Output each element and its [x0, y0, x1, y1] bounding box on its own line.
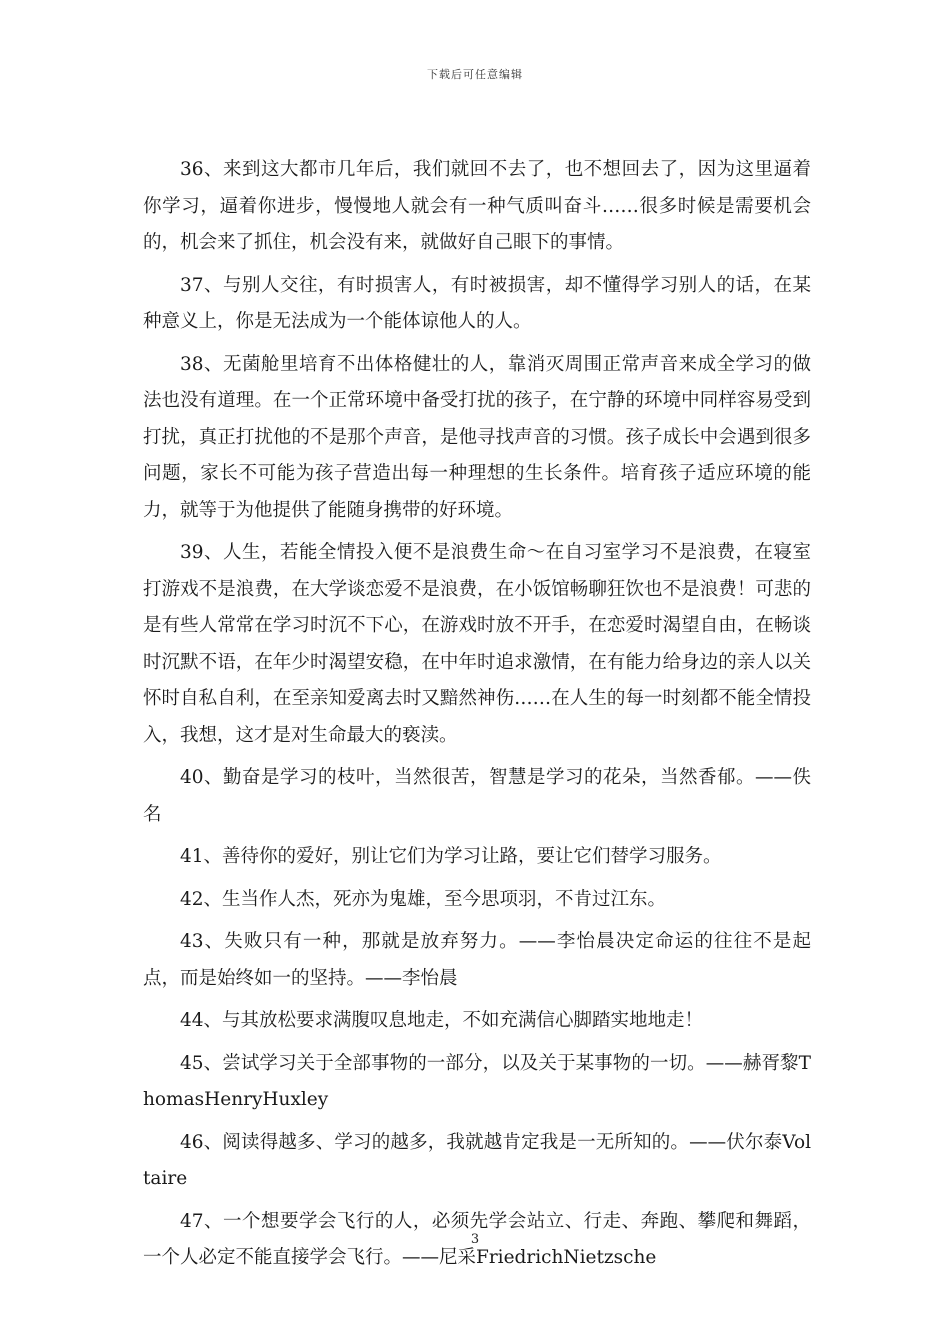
paragraph-38: 38、无菌舱里培育不出体格健壮的人，靠消灭周围正常声音来成全学习的做法也没有道理。在一个正常环境中备受打扰的孩子，在宁静的环境中同样容易受到打扰，真正打扰他的不是那个声音，是他寻找声音的习惯。孩子成长中会遇到很多问题，家长不可能为孩子营造出每一种理想的生长条件。培育孩子适应环境的能力，就等于为他提供了能随身携带的好环境。: [143, 353, 811, 521]
paragraph-36: 36、来到这大都市几年后，我们就回不去了，也不想回去了，因为这里逼着你学习，逼着你进步，慢慢地人就会有一种气质叫奋斗……很多时候是需要机会的，机会来了抓住，机会没有来，就做好自己眼下的事情。: [143, 159, 811, 253]
page-number: 3: [470, 1232, 480, 1247]
paragraph-43: 43、失败只有一种，那就是放弃努力。——李怡晨决定命运的往往不是起点，而是始终如一的坚持。——李怡晨: [143, 931, 811, 989]
paragraph-44: 44、与其放松要求满腹叹息地走，不如充满信心脚踏实地地走！: [180, 1010, 704, 1031]
paragraph-39: 39、人生，若能全情投入便不是浪费生命～在自习室学习不是浪费，在寝室打游戏不是浪费，在大学谈恋爱不是浪费，在小饭馆畅聊狂饮也不是浪费！可悲的是有些人常常在学习时沉不下心，在游戏时放不开手，在恋爱时渴望自由，在畅谈时沉默不语，在年少时渴望安稳，在中年时追求激情，在有能力给身边的亲人以关怀时自私自利，在至亲知爱离去时又黯然神伤……在人生的每一时刻都不能全情投入，我想，这才是对生命最大的亵渎。: [143, 542, 811, 746]
page-header: 下载后可任意编辑: [427, 68, 523, 81]
document-body: [143, 152, 811, 1283]
paragraph-41: 41、善待你的爱好，别让它们为学习让路，要让它们替学习服务。: [180, 846, 722, 867]
paragraph-47: 47、一个想要学会飞行的人，必须先学会站立、行走、奔跑、攀爬和舞蹈，一个人必定不能直接学会飞行。——尼采FriedrichNietzsche: [143, 1210, 811, 1268]
paragraph-40: 40、勤奋是学习的枝叶，当然很苦，智慧是学习的花朵，当然香郁。——佚名: [143, 767, 811, 825]
paragraph-42: 42、生当作人杰，死亦为鬼雄，至今思项羽，不肯过江东。: [180, 888, 667, 910]
paragraph-46: 46、阅读得越多、学习的越多，我就越肯定我是一无所知的。——伏尔泰Voltaire: [143, 1131, 811, 1189]
paragraph-45: 45、尝试学习关于全部事物的一部分，以及关于某事物的一切。——赫胥黎ThomasHenryHuxley: [143, 1052, 811, 1110]
paragraph-37: 37、与别人交往，有时损害人，有时被损害，却不懂得学习别人的话，在某种意义上，你是无法成为一个能体谅他人的人。: [143, 274, 811, 332]
